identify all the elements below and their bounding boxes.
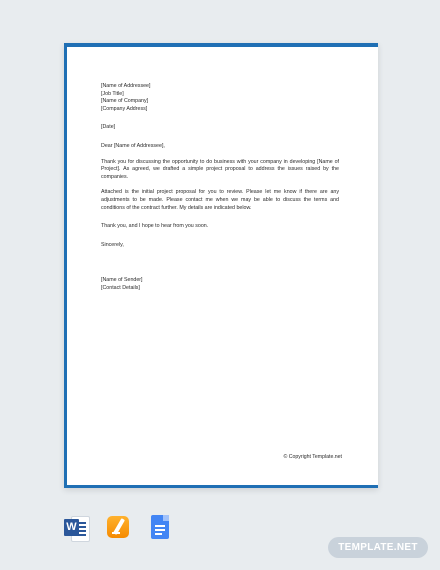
- google-docs-icon[interactable]: [148, 514, 172, 542]
- closing: Sincerely,: [101, 241, 124, 248]
- letter-content: [101, 83, 339, 293]
- word-icon[interactable]: [64, 514, 88, 542]
- copyright-text: © Copyright Template.net: [283, 454, 342, 460]
- addressee-job-title: [Job Title]: [101, 90, 124, 97]
- addressee-address: [Company Address]: [101, 105, 148, 112]
- paragraph-1: Thank you for discussing the opportunity to do business with your company in developing [Name of Project]. As agreed, we drafted a simple project proposal to address the issues raised by the companies.: [101, 158, 339, 180]
- sender-name: [Name of Sender]: [101, 277, 143, 284]
- paragraph-2: Attached is the initial project proposal for you to review. Please let me know if there are any adjustments to be made. Please contact me when we may be able to discuss the terms and conditions of the contract further. My details are indicated below.: [101, 189, 339, 211]
- paragraph-3: Thank you, and I hope to hear from you soon.: [101, 223, 209, 230]
- letter-date: [Date]: [101, 124, 116, 131]
- letter-document: [64, 43, 378, 488]
- pages-icon[interactable]: [106, 514, 130, 542]
- salutation: Dear [Name of Addressee],: [101, 142, 165, 149]
- sender-contact: [Contact Details]: [101, 284, 140, 291]
- addressee-company: [Name of Company]: [101, 98, 149, 105]
- template-net-badge: TEMPLATE.NET: [328, 537, 428, 558]
- word-letter: W: [64, 519, 79, 536]
- addressee-name: [Name of Addressee]: [101, 83, 151, 89]
- format-icons: [64, 514, 172, 542]
